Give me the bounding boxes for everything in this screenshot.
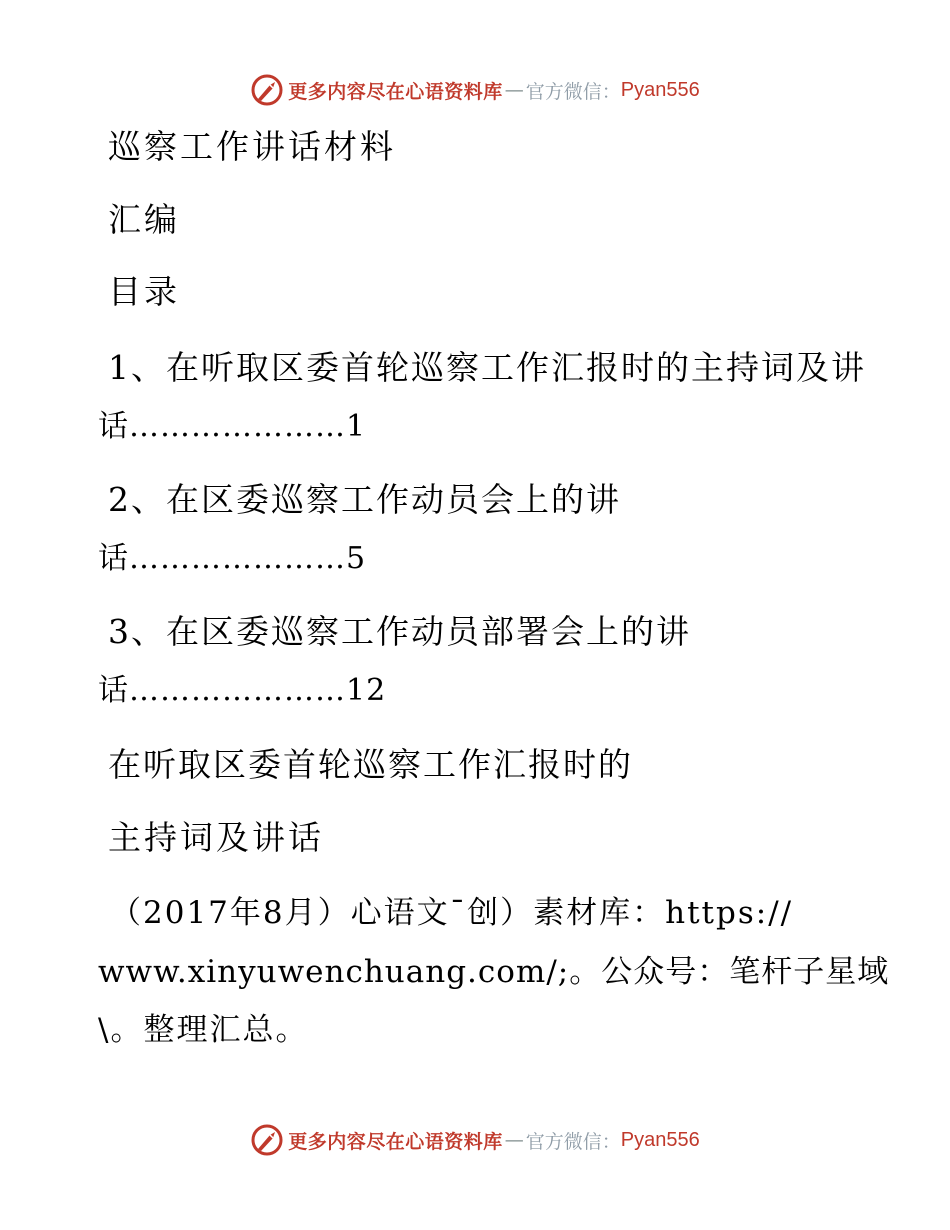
toc-entry-1-leader: 话…………………1 bbox=[98, 409, 367, 444]
pen-nib-logo-icon bbox=[250, 1123, 284, 1157]
banner-wechat-id: Pyan556 bbox=[620, 78, 700, 101]
header-banner bbox=[0, 70, 950, 110]
body-line-3: \。整理汇总。 bbox=[98, 1012, 309, 1048]
section-title-line1: 在听取区委首轮巡察工作汇报时的 bbox=[108, 745, 633, 784]
banner-dash: — bbox=[504, 1129, 524, 1151]
toc-entry-2-title: 2、在区委巡察工作动员会上的讲 bbox=[108, 480, 621, 519]
banner-dash: — bbox=[504, 79, 524, 101]
toc-heading: 目录 bbox=[108, 272, 180, 311]
footer-banner bbox=[0, 1120, 950, 1160]
body-line-1: （2017年8月）心语文¯创）素材库：https:// bbox=[110, 895, 794, 931]
toc-entry-2-leader: 话…………………5 bbox=[98, 541, 367, 576]
pen-nib-logo-icon bbox=[250, 73, 284, 107]
banner-text: 更多内容尽在心语资料库 bbox=[288, 1130, 503, 1153]
banner-official-label: 官方微信： bbox=[525, 80, 621, 103]
toc-entry-3-title: 3、在区委巡察工作动员部署会上的讲 bbox=[108, 612, 691, 651]
banner-official-label: 官方微信： bbox=[525, 1130, 621, 1153]
banner-wechat-id: Pyan556 bbox=[620, 1128, 700, 1151]
body-line-2: www.xinyuwenchuang.com/;。公众号：笔杆子星域 bbox=[98, 954, 890, 990]
document-title-line2: 汇编 bbox=[108, 200, 180, 239]
toc-entry-3-leader: 话…………………12 bbox=[98, 673, 387, 708]
banner-text: 更多内容尽在心语资料库 bbox=[288, 80, 503, 103]
toc-entry-1-title: 1、在听取区委首轮巡察工作汇报时的主持词及讲 bbox=[108, 348, 866, 387]
document-title-line1: 巡察工作讲话材料 bbox=[108, 127, 396, 166]
section-title-line2: 主持词及讲话 bbox=[108, 818, 324, 857]
